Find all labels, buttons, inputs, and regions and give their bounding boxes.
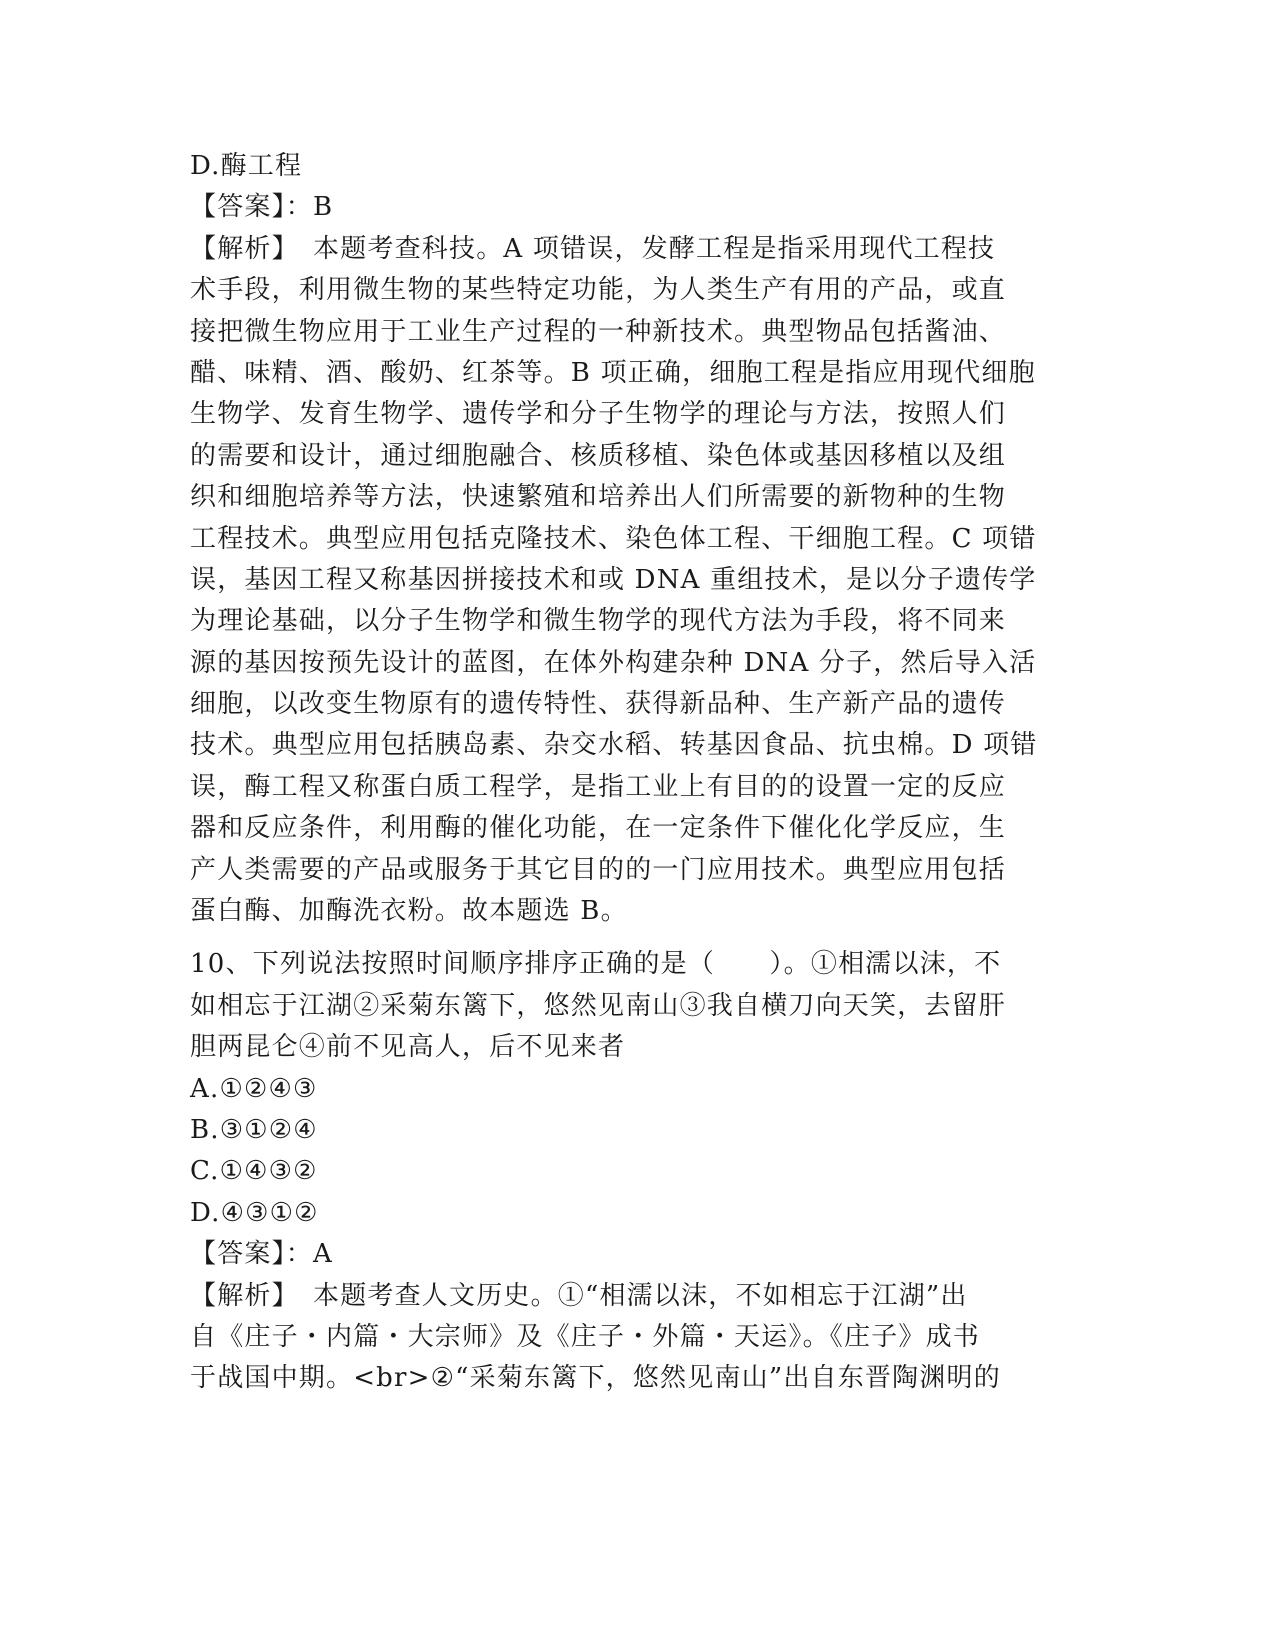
page-content: [190, 146, 1090, 1400]
analysis-line: 【解析】 本题考查人文历史。①“相濡以沫，不如相忘于江湖”出: [190, 1280, 968, 1311]
analysis-line: 织和细胞培养等方法，快速繁殖和培养出人们所需要的新物种的生物: [190, 482, 1007, 513]
analysis-line: 接把微生物应用于工业生产过程的一种新技术。典型物品包括酱油、: [190, 316, 1007, 347]
analysis-line: 产人类需要的产品或服务于其它目的的一门应用技术。典型应用包括: [190, 854, 1007, 885]
analysis-line: 醋、味精、酒、酸奶、红茶等。B 项正确，细胞工程是指应用现代细胞: [190, 357, 1036, 388]
question-stem-line: 胆两昆仑④前不见高人，后不见来者: [190, 1032, 626, 1063]
option-d: D.④③①②: [190, 1197, 319, 1228]
analysis-line: 为理论基础，以分子生物学和微生物学的现代方法为手段，将不同来: [190, 606, 1007, 637]
question-stem-line: 如相忘于江湖②采菊东篱下，悠然见南山③我自横刀向天笑，去留肝: [190, 990, 1007, 1021]
q9-option-d: D.酶工程: [190, 151, 303, 181]
analysis-line: 生物学、发育生物学、遗传学和分子生物学的理论与方法，按照人们: [190, 399, 1007, 430]
analysis-line: 误，酶工程又称蛋白质工程学，是指工业上有目的的设置一定的反应: [190, 771, 1007, 802]
analysis-line: 自《庄子・内篇・大宗师》及《庄子・外篇・天运》。《庄子》成书: [190, 1321, 981, 1352]
analysis-line: 于战国中期。<br>②“采菊东篱下，悠然见南山”出自东晋陶渊明的: [190, 1363, 1001, 1394]
q10-analysis: [190, 1276, 1090, 1400]
analysis-line: 术手段，利用微生物的某些特定功能，为人类生产有用的产品，或直: [190, 275, 1007, 306]
analysis-line: 工程技术。典型应用包括克隆技术、染色体工程、干细胞工程。C 项错: [190, 523, 1037, 554]
q10-options: [190, 1069, 1090, 1235]
option-a: A.①②④③: [190, 1073, 318, 1104]
analysis-line: 技术。典型应用包括胰岛素、杂交水稻、转基因食品、抗虫棉。D 项错: [190, 730, 1038, 761]
q9-answer: 【答案】：B: [190, 192, 334, 223]
question-stem-line: 10、下列说法按照时间顺序排序正确的是（ ）。①相濡以沫，不: [190, 949, 1002, 980]
option-c: C.①④③②: [190, 1156, 318, 1187]
analysis-line: 【解析】 本题考查科技。A 项错误，发酵工程是指采用现代工程技: [190, 233, 996, 264]
option-b: B.③①②④: [190, 1114, 318, 1145]
q9-analysis: [190, 229, 1090, 933]
analysis-line: 蛋白酶、加酶洗衣粉。故本题选 B。: [190, 896, 628, 927]
q10-answer: 【答案】：A: [190, 1239, 333, 1270]
analysis-line: 的需要和设计，通过细胞融合、核质移植、染色体或基因移植以及组: [190, 440, 1007, 471]
analysis-line: 细胞，以改变生物原有的遗传特性、获得新品种、生产新产品的遗传: [190, 689, 1007, 720]
analysis-line: 源的基因按预先设计的蓝图，在体外构建杂种 DNA 分子，然后导入活: [190, 647, 1037, 678]
q10-stem: [190, 944, 1090, 1068]
analysis-line: 器和反应条件，利用酶的催化功能，在一定条件下催化化学反应，生: [190, 813, 1007, 844]
question-spacer: [190, 932, 1090, 944]
analysis-line: 误，基因工程又称基因拼接技术和或 DNA 重组技术，是以分子遗传学: [190, 564, 1037, 595]
